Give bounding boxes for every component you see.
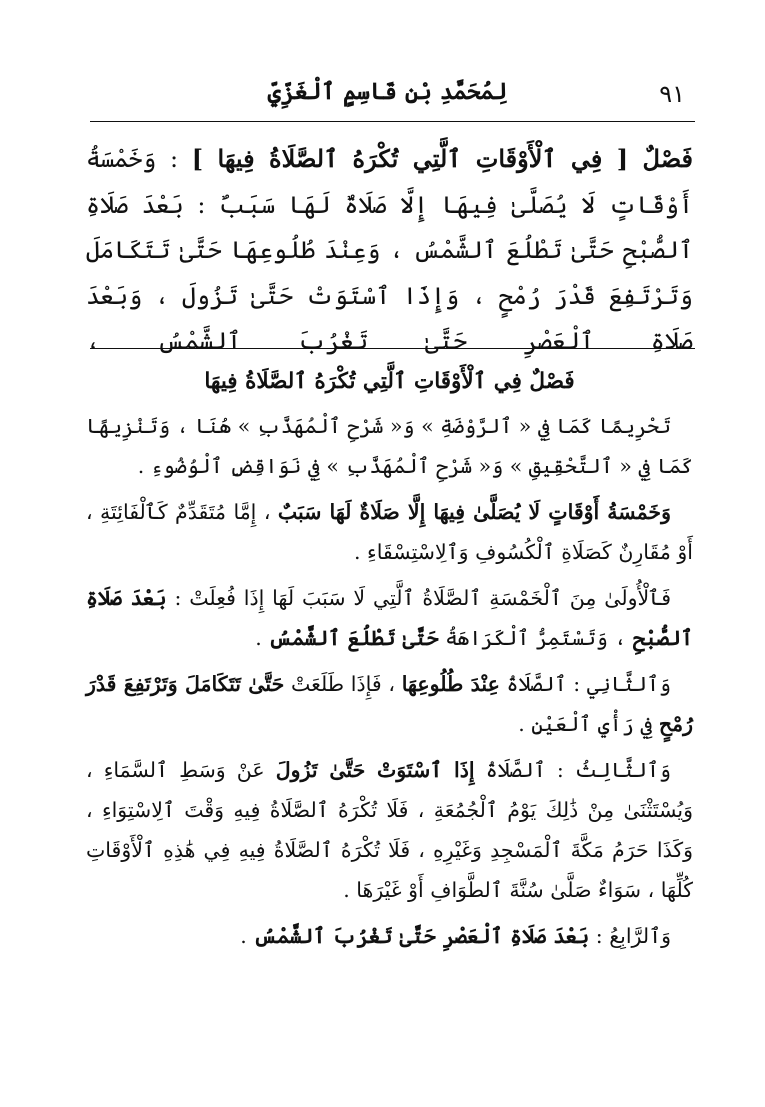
p3-quoted-matn-a: بَعْدَ صَلَاةِ ٱلصُّبْحِ xyxy=(86,586,693,650)
p4-quoted-matn-a: عِنْدَ طُلُوعِهَا xyxy=(401,672,500,696)
matn-paragraph xyxy=(86,136,693,365)
p4-text-a: وَٱلثَّانِي : ٱلصَّلَاةُ xyxy=(499,672,671,696)
p6-quoted-matn: بَعْدَ صَلَاةِ ٱلْعَصْرِ حَتَّىٰ تَغْرُبَ ٱلشَّمْسُ xyxy=(253,924,590,948)
p4-text-c: فِي رَأْيِ ٱلْعَيْنِ . xyxy=(518,712,659,736)
commentary-paragraph-4 xyxy=(86,664,693,744)
commentary-paragraph-5 xyxy=(86,750,693,910)
p5-quoted-matn: إِذَا ٱسْتَوَتْ حَتَّىٰ تَزُولَ xyxy=(275,758,475,782)
p6-text-b: . xyxy=(240,924,254,948)
p3-quoted-matn-b: حَتَّىٰ تَطْلُعَ ٱلشَّمْسُ xyxy=(268,626,439,650)
p4-text-b: ، فَإِذَا طَلَعَتْ xyxy=(284,672,402,696)
commentary-paragraph-6 xyxy=(86,916,693,956)
p5-text-a: وَٱلثَّالِثُ : ٱلصَّلَاةُ xyxy=(474,758,671,782)
commentary-paragraph-3 xyxy=(86,578,693,658)
page-header xyxy=(90,78,685,118)
matn-body: : وَخَمْسَةُ أَوْقَاتٍ لَا يُصَلَّىٰ فِيهَا إِلَّا صَلَاةٌ لَهَا سَبَبٌ : بَعْدَ صَلَاةِ ٱلصُّبْحِ حَتَّىٰ تَطْلُعَ ٱلشَّمْسُ ، وَعِنْدَ طُلُوعِهَا حَتَّىٰ تَتَكَامَلَ وَتَرْتَفِعَ قَدْرَ رُمْحٍ ، وَإِذَا ٱسْتَوَتْ حَتَّىٰ تَزُولَ ، وَبَعْدَ صَلَاةِ ٱلْعَصْرِ حَتَّىٰ تَغْرُبَ ٱلشَّمْسُ ، xyxy=(86,145,694,355)
p2-text: ، إِمَّا مُتَقَدِّمٌ كَٱلْفَائِتَةِ ، أَوْ مُقَارِنٌ كَصَلَاةِ ٱلْكُسُوفِ وَٱلِاسْتِسْقَاءِ . xyxy=(86,500,693,564)
commentary-paragraph-1 xyxy=(86,406,693,486)
p4-quoted-matn-b: حَتَّىٰ تَتَكَامَلَ وَتَرْتَفِعَ قَدْرَ رُمْحٍ xyxy=(86,672,693,736)
page-number: ٩١ xyxy=(659,80,685,108)
p3-text-b: ، وَتَسْتَمِرُّ ٱلْكَرَاهَةُ xyxy=(438,626,633,650)
header-rule xyxy=(90,121,695,122)
p5-text-b: عَنْ وَسَطِ ٱلسَّمَاءِ ، وَيُسْتَثْنَىٰ مِنْ ذَٰلِكَ يَوْمُ ٱلْجُمُعَةِ ، فَلَا تُكْرَهُ ٱلصَّلَاةُ فِيهِ وَقْتَ ٱلِاسْتِوَاءِ ، وَكَذَا حَرَمُ مَكَّةَ ٱلْمَسْجِدِ وَغَيْرِهِ ، فَلَا تُكْرَهُ ٱلصَّلَاةُ فِيهِ فِي هَٰذِهِ ٱلْأَوْقَاتِ كُلِّهَا ، سَوَاءٌ صَلَّىٰ سُنَّةَ ٱلطَّوَافِ أَوْ غَيْرَهَا . xyxy=(86,758,693,902)
matn-chapter-title: فَصْلٌ [ فِي ٱلْأَوْقَاتِ ٱلَّتِي تُكْرَهُ ٱلصَّلَاةُ فِيهَا ] xyxy=(191,144,693,173)
commentary-divider xyxy=(90,348,695,349)
commentary-section xyxy=(86,362,693,962)
p1-text: تَحْرِيمًا كَمَا فِي « ٱلرَّوْضَةِ » وَ« شَرْحِ ٱلْمُهَذَّبِ » هُنَا ، وَتَنْزِيهًا كَمَا فِي « ٱلتَّحْقِيقِ » وَ« شَرْحِ ٱلْمُهَذَّبِ » فِي نَوَاقِضِ ٱلْوُضُوءِ . xyxy=(86,414,693,478)
commentary-paragraph-2 xyxy=(86,492,693,572)
p2-quoted-matn: وَخَمْسَةُ أَوْقَاتٍ لَا يُصَلَّىٰ فِيهَا إِلَّا صَلَاةٌ لَهَا سَبَبٌ xyxy=(277,500,671,524)
p6-text-a: وَٱلرَّابِعُ : xyxy=(589,924,671,948)
commentary-heading: فَصْلٌ فِي ٱلْأَوْقَاتِ ٱلَّتِي تُكْرَهُ ٱلصَّلَاةُ فِيهَا xyxy=(204,369,575,394)
p3-text-c: . xyxy=(255,626,269,650)
matn-text xyxy=(86,136,693,365)
p3-text-a: فَٱلْأُولَىٰ مِنَ ٱلْخَمْسَةِ ٱلصَّلَاةُ ٱلَّتِي لَا سَبَبَ لَهَا إِذَا فُعِلَتْ : xyxy=(166,586,671,610)
running-title: لِمُحَمَّدِ بْنِ قَاسِمٍ ٱلْغَزِّيِّ xyxy=(267,78,508,105)
